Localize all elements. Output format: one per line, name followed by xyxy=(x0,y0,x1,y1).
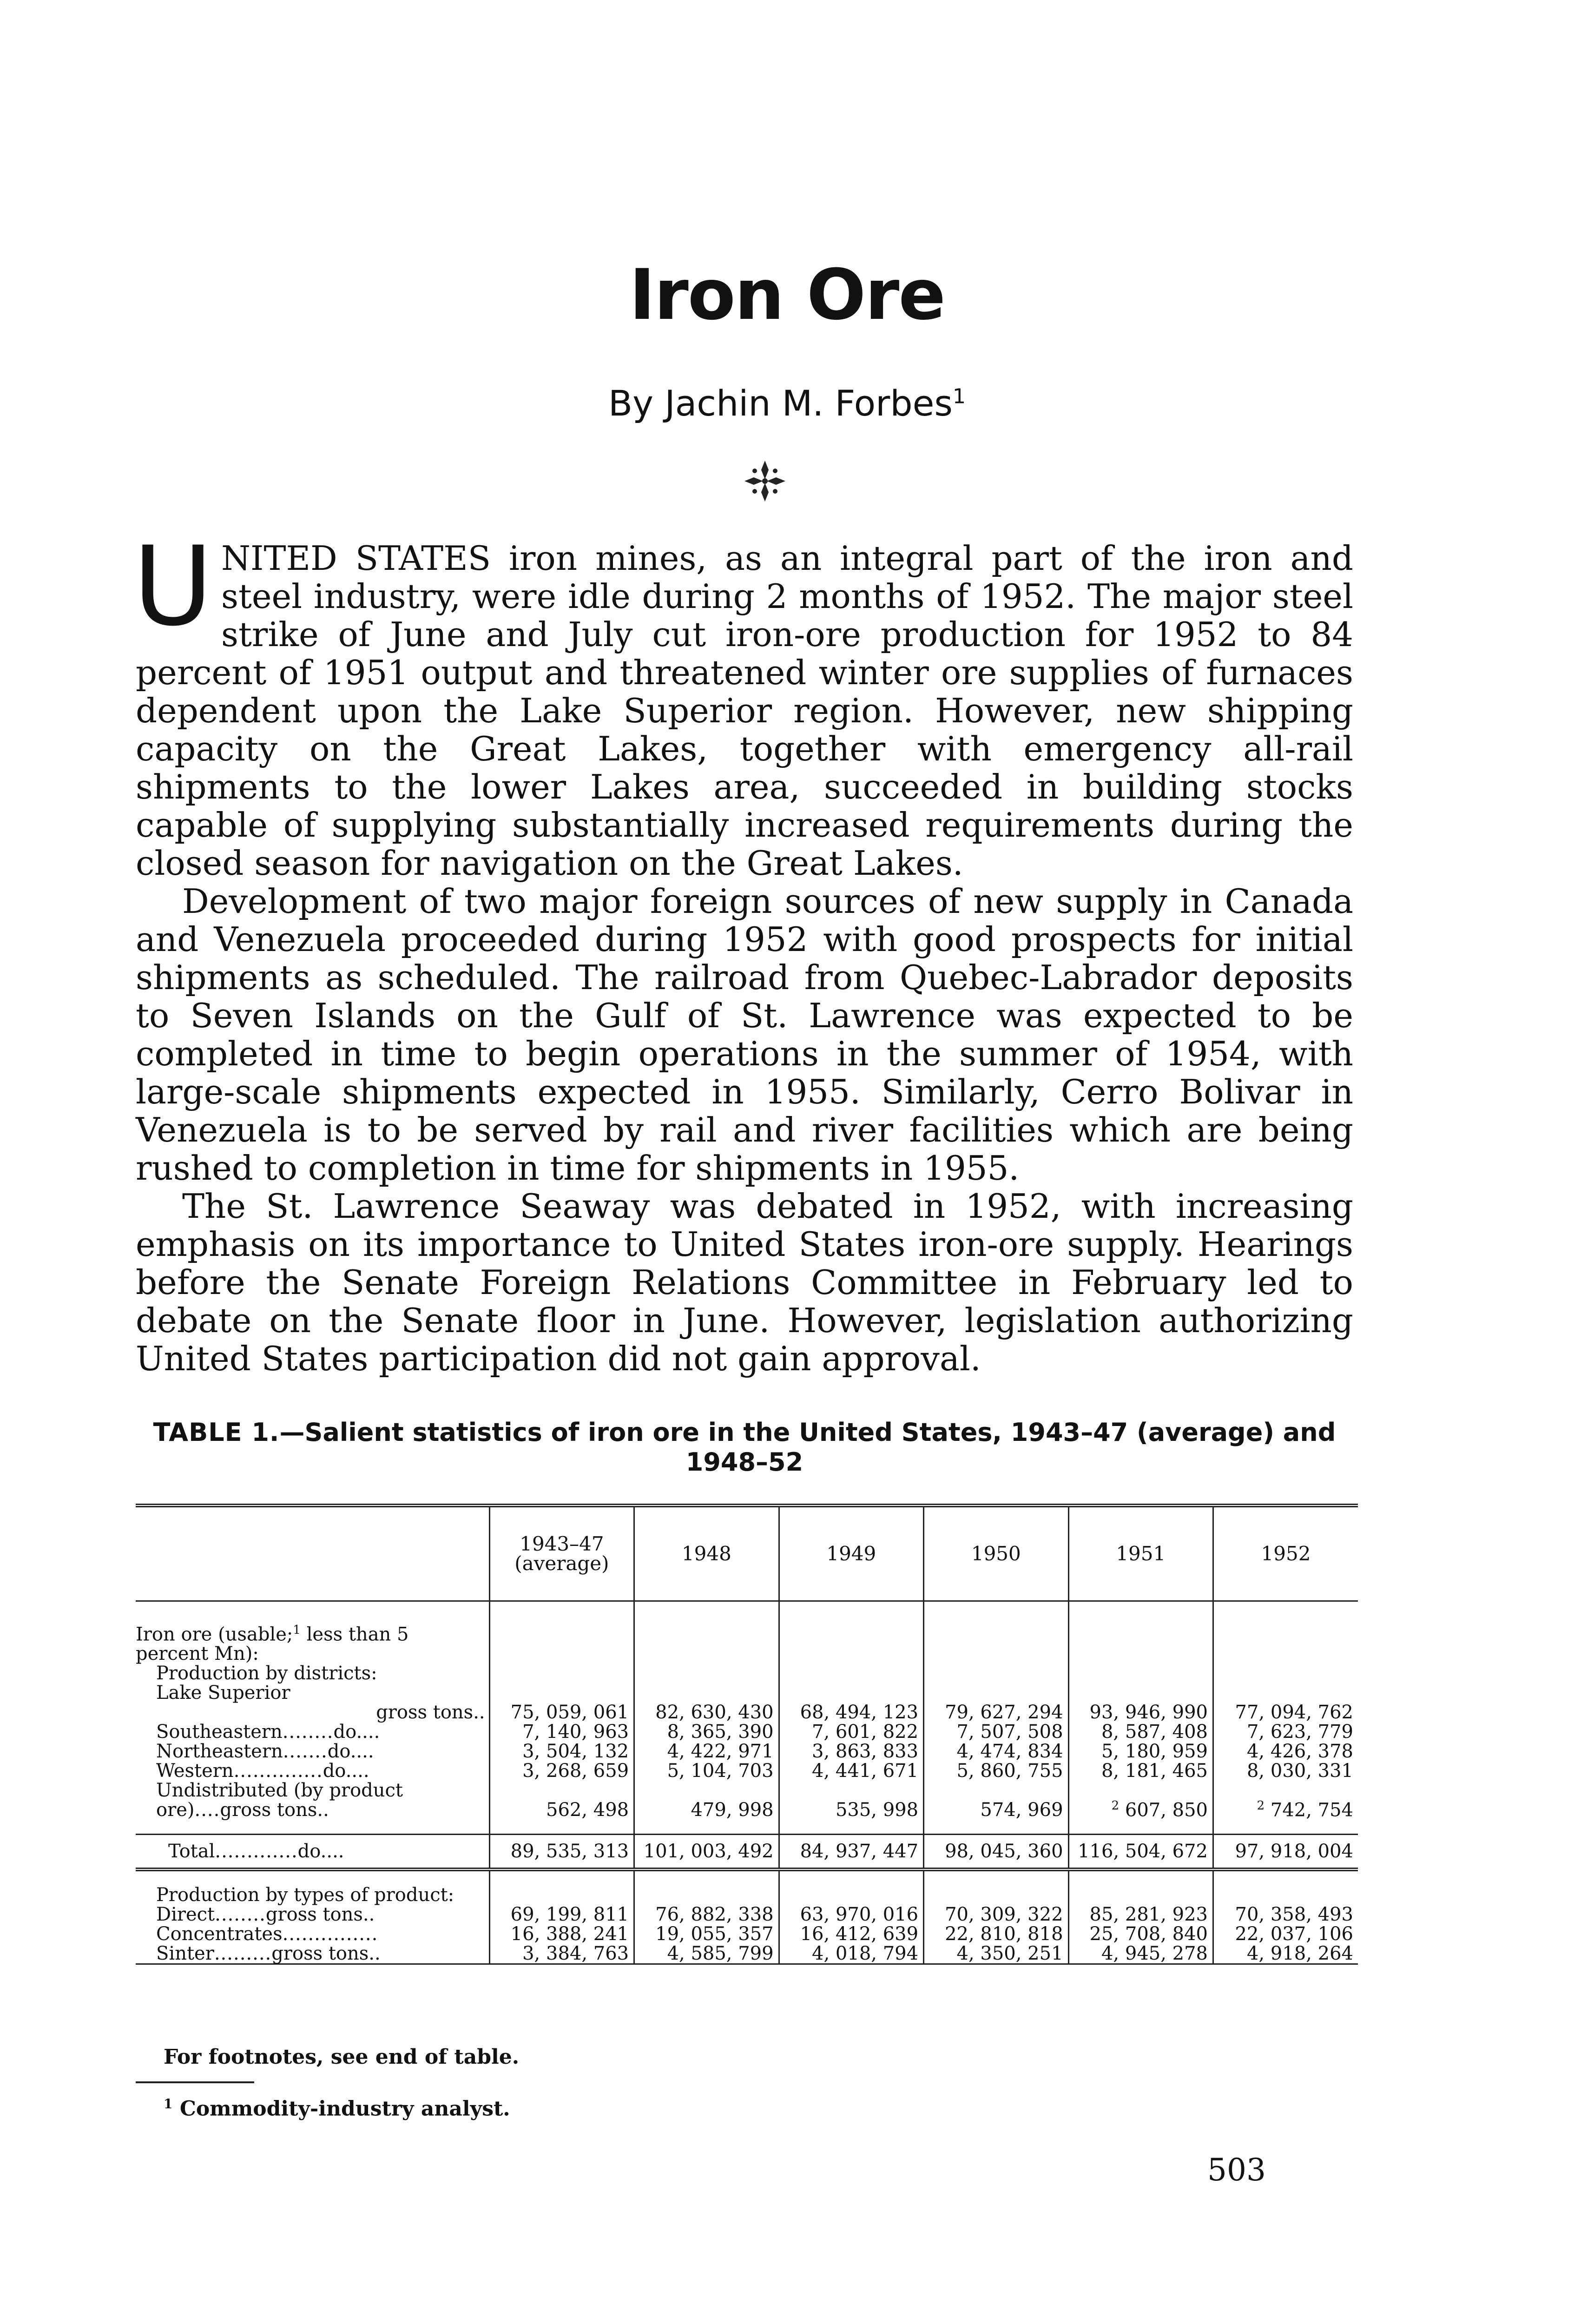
cell: 5, 180, 959 xyxy=(1068,1742,1213,1761)
cell: $^2$ 742, 754 xyxy=(1213,1781,1358,1820)
cell: 79, 627, 294 xyxy=(924,1683,1068,1722)
table-row xyxy=(136,1924,1358,1944)
statistics-table-wrapper xyxy=(136,1504,1358,1965)
header-cell: 1943–47 (average) xyxy=(489,1505,634,1601)
table-header-row xyxy=(136,1505,1358,1601)
paragraph-1 xyxy=(133,523,1353,883)
cell: 68, 494, 123 xyxy=(779,1683,923,1722)
ornament-icon xyxy=(742,458,788,504)
table-row xyxy=(136,1781,1358,1820)
table-row xyxy=(136,1722,1358,1742)
row-label: Lake Superior gross tons.. xyxy=(156,1682,485,1723)
section-heading-row xyxy=(136,1620,1358,1664)
cell: 93, 946, 990 xyxy=(1068,1683,1213,1722)
cell: 3, 384, 763 xyxy=(489,1944,634,1964)
cell: 77, 094, 762 xyxy=(1213,1683,1358,1722)
cell: 4, 350, 251 xyxy=(924,1944,1068,1964)
header-cell: 1951 xyxy=(1068,1505,1213,1601)
footnote-divider xyxy=(136,2081,254,2083)
cell: 574, 969 xyxy=(924,1781,1068,1820)
cell: 89, 535, 313 xyxy=(489,1835,634,1870)
paragraph-1-text: NITED STATES iron mines, as an integral part of the iron and steel industry, were idle during 2 months of 1952. The major steel strike of June and July cut iron-ore production for 1952 to 84 percent of 1951 output and threatened winter ore supplies of furnaces dependent upon the Lake Superior region. However, new shipping capacity on the Great Lakes, together with emergency all-rail shipments to the lower Lakes area, succeeded in building stocks capable of supplying substantially increased requirements during the closed season for navigation on the Great Lakes. xyxy=(136,539,1353,883)
row-label: Undistributed (by product ore)....gross tons.. xyxy=(156,1780,403,1821)
cell: 4, 441, 671 xyxy=(779,1761,923,1781)
page-title: Iron Ore xyxy=(629,255,945,336)
cell: 7, 507, 508 xyxy=(924,1722,1068,1742)
table-row xyxy=(136,1683,1358,1722)
cell: 7, 623, 779 xyxy=(1213,1722,1358,1742)
cell: 22, 810, 818 xyxy=(924,1924,1068,1944)
author-footnote-mark: 1 xyxy=(952,384,966,409)
cell: 3, 504, 132 xyxy=(489,1742,634,1761)
header-label xyxy=(136,1505,489,1601)
table-caption xyxy=(136,1418,1353,1477)
cell: $^2$ 607, 850 xyxy=(1068,1781,1213,1820)
section-heading: Iron ore (usable;$^1$ less than 5 percent Mn): xyxy=(136,1623,409,1665)
table-row xyxy=(136,1761,1358,1781)
header-cell: 1952 xyxy=(1213,1505,1358,1601)
cell: 7, 140, 963 xyxy=(489,1722,634,1742)
row-label: Sinter.........gross tons.. xyxy=(136,1944,489,1964)
cell: 3, 863, 833 xyxy=(779,1742,923,1761)
subsection-heading-row xyxy=(136,1664,1358,1683)
cell: 7, 601, 822 xyxy=(779,1722,923,1742)
paragraph-2: Development of two major foreign sources of new supply in Canada and Venezuela proceeded during 1952 with good prospects for initial shipments as scheduled. The railroad from Quebec-Labrador deposits to Seven Islands on the Gulf of St. Lawrence was expected to be completed in time to begin operations in the summer of 1954, with large-scale shipments expected in 1955. Similarly, Cerro Bolivar in Venezuela is to be served by rail and river facilities which are being rushed to completion in time for shipments in 1955. xyxy=(136,882,1353,1188)
cell: 82, 630, 430 xyxy=(634,1683,779,1722)
cell: 75, 059, 061 xyxy=(489,1683,634,1722)
cell: 4, 474, 834 xyxy=(924,1742,1068,1761)
cell: 479, 998 xyxy=(634,1781,779,1820)
footnote xyxy=(164,2096,510,2121)
cell: 8, 030, 331 xyxy=(1213,1761,1358,1781)
row-label: Southeastern........do.... xyxy=(156,1721,380,1743)
cell: 3, 268, 659 xyxy=(489,1761,634,1781)
cell: 116, 504, 672 xyxy=(1068,1835,1213,1870)
cell: 25, 708, 840 xyxy=(1068,1924,1213,1944)
statistics-table xyxy=(136,1504,1358,1965)
paragraph-3: The St. Lawrence Seaway was debated in 1952, with increasing emphasis on its importance to United States iron-ore supply. Hearings before the Senate Foreign Relations Committee in February led to debate on the Senate floor in June. However, legislation authorizing United States participation did not gain approval. xyxy=(136,1187,1353,1378)
cell: 98, 045, 360 xyxy=(924,1835,1068,1870)
author-name: By Jachin M. Forbes xyxy=(608,383,953,424)
cell: 76, 882, 338 xyxy=(634,1905,779,1924)
page-number: 503 xyxy=(1207,2152,1266,2188)
section-heading-row xyxy=(136,1885,1358,1905)
section-heading: Production by types of product: xyxy=(156,1884,454,1906)
cell: 101, 003, 492 xyxy=(634,1835,779,1870)
cell: 8, 365, 390 xyxy=(634,1722,779,1742)
cell: 19, 055, 357 xyxy=(634,1924,779,1944)
cell: 4, 945, 278 xyxy=(1068,1944,1213,1964)
article-body xyxy=(133,523,1353,1378)
byline xyxy=(0,383,1574,424)
cell: 84, 937, 447 xyxy=(779,1835,923,1870)
cell: 16, 388, 241 xyxy=(489,1924,634,1944)
row-label: Total.............do.... xyxy=(136,1835,489,1870)
total-row xyxy=(136,1835,1358,1870)
cell: 4, 585, 799 xyxy=(634,1944,779,1964)
cell: 535, 998 xyxy=(779,1781,923,1820)
cell: 22, 037, 106 xyxy=(1213,1924,1358,1944)
table-note: For footnotes, see end of table. xyxy=(164,2045,520,2069)
cell: 5, 104, 703 xyxy=(634,1761,779,1781)
cell: 85, 281, 923 xyxy=(1068,1905,1213,1924)
cell: 70, 358, 493 xyxy=(1213,1905,1358,1924)
row-label: Northeastern.......do.... xyxy=(156,1741,374,1763)
cell: 97, 918, 004 xyxy=(1213,1835,1358,1870)
cell: 5, 860, 755 xyxy=(924,1761,1068,1781)
cell: 4, 918, 264 xyxy=(1213,1944,1358,1964)
subsection-heading: Production by districts: xyxy=(156,1663,377,1684)
cell: 4, 422, 971 xyxy=(634,1742,779,1761)
row-label: Direct........gross tons.. xyxy=(156,1904,375,1926)
table-caption-text: —Salient statistics of iron ore in the United States, 1943–47 (average) and 1948–52 xyxy=(279,1418,1336,1477)
cell: 69, 199, 811 xyxy=(489,1905,634,1924)
row-label: Concentrates............... xyxy=(156,1923,378,1945)
header-cell: 1948 xyxy=(634,1505,779,1601)
cell: 4, 018, 794 xyxy=(779,1944,923,1964)
cell: 70, 309, 322 xyxy=(924,1905,1068,1924)
table-label: TABLE 1. xyxy=(153,1418,280,1447)
table-row xyxy=(136,1742,1358,1761)
header-cell: 1950 xyxy=(924,1505,1068,1601)
cell: 8, 181, 465 xyxy=(1068,1761,1213,1781)
drop-cap: U xyxy=(133,523,213,650)
footnote-text: Commodity-industry analyst. xyxy=(179,2097,510,2121)
cell: 8, 587, 408 xyxy=(1068,1722,1213,1742)
cell: 562, 498 xyxy=(489,1781,634,1820)
header-cell: 1949 xyxy=(779,1505,923,1601)
row-label: Western..............do.... xyxy=(156,1760,369,1782)
cell: 16, 412, 639 xyxy=(779,1924,923,1944)
cell: 4, 426, 378 xyxy=(1213,1742,1358,1761)
table-row xyxy=(136,1905,1358,1924)
cell: 63, 970, 016 xyxy=(779,1905,923,1924)
table-row xyxy=(136,1944,1358,1964)
footnote-mark: 1 xyxy=(164,2096,173,2112)
